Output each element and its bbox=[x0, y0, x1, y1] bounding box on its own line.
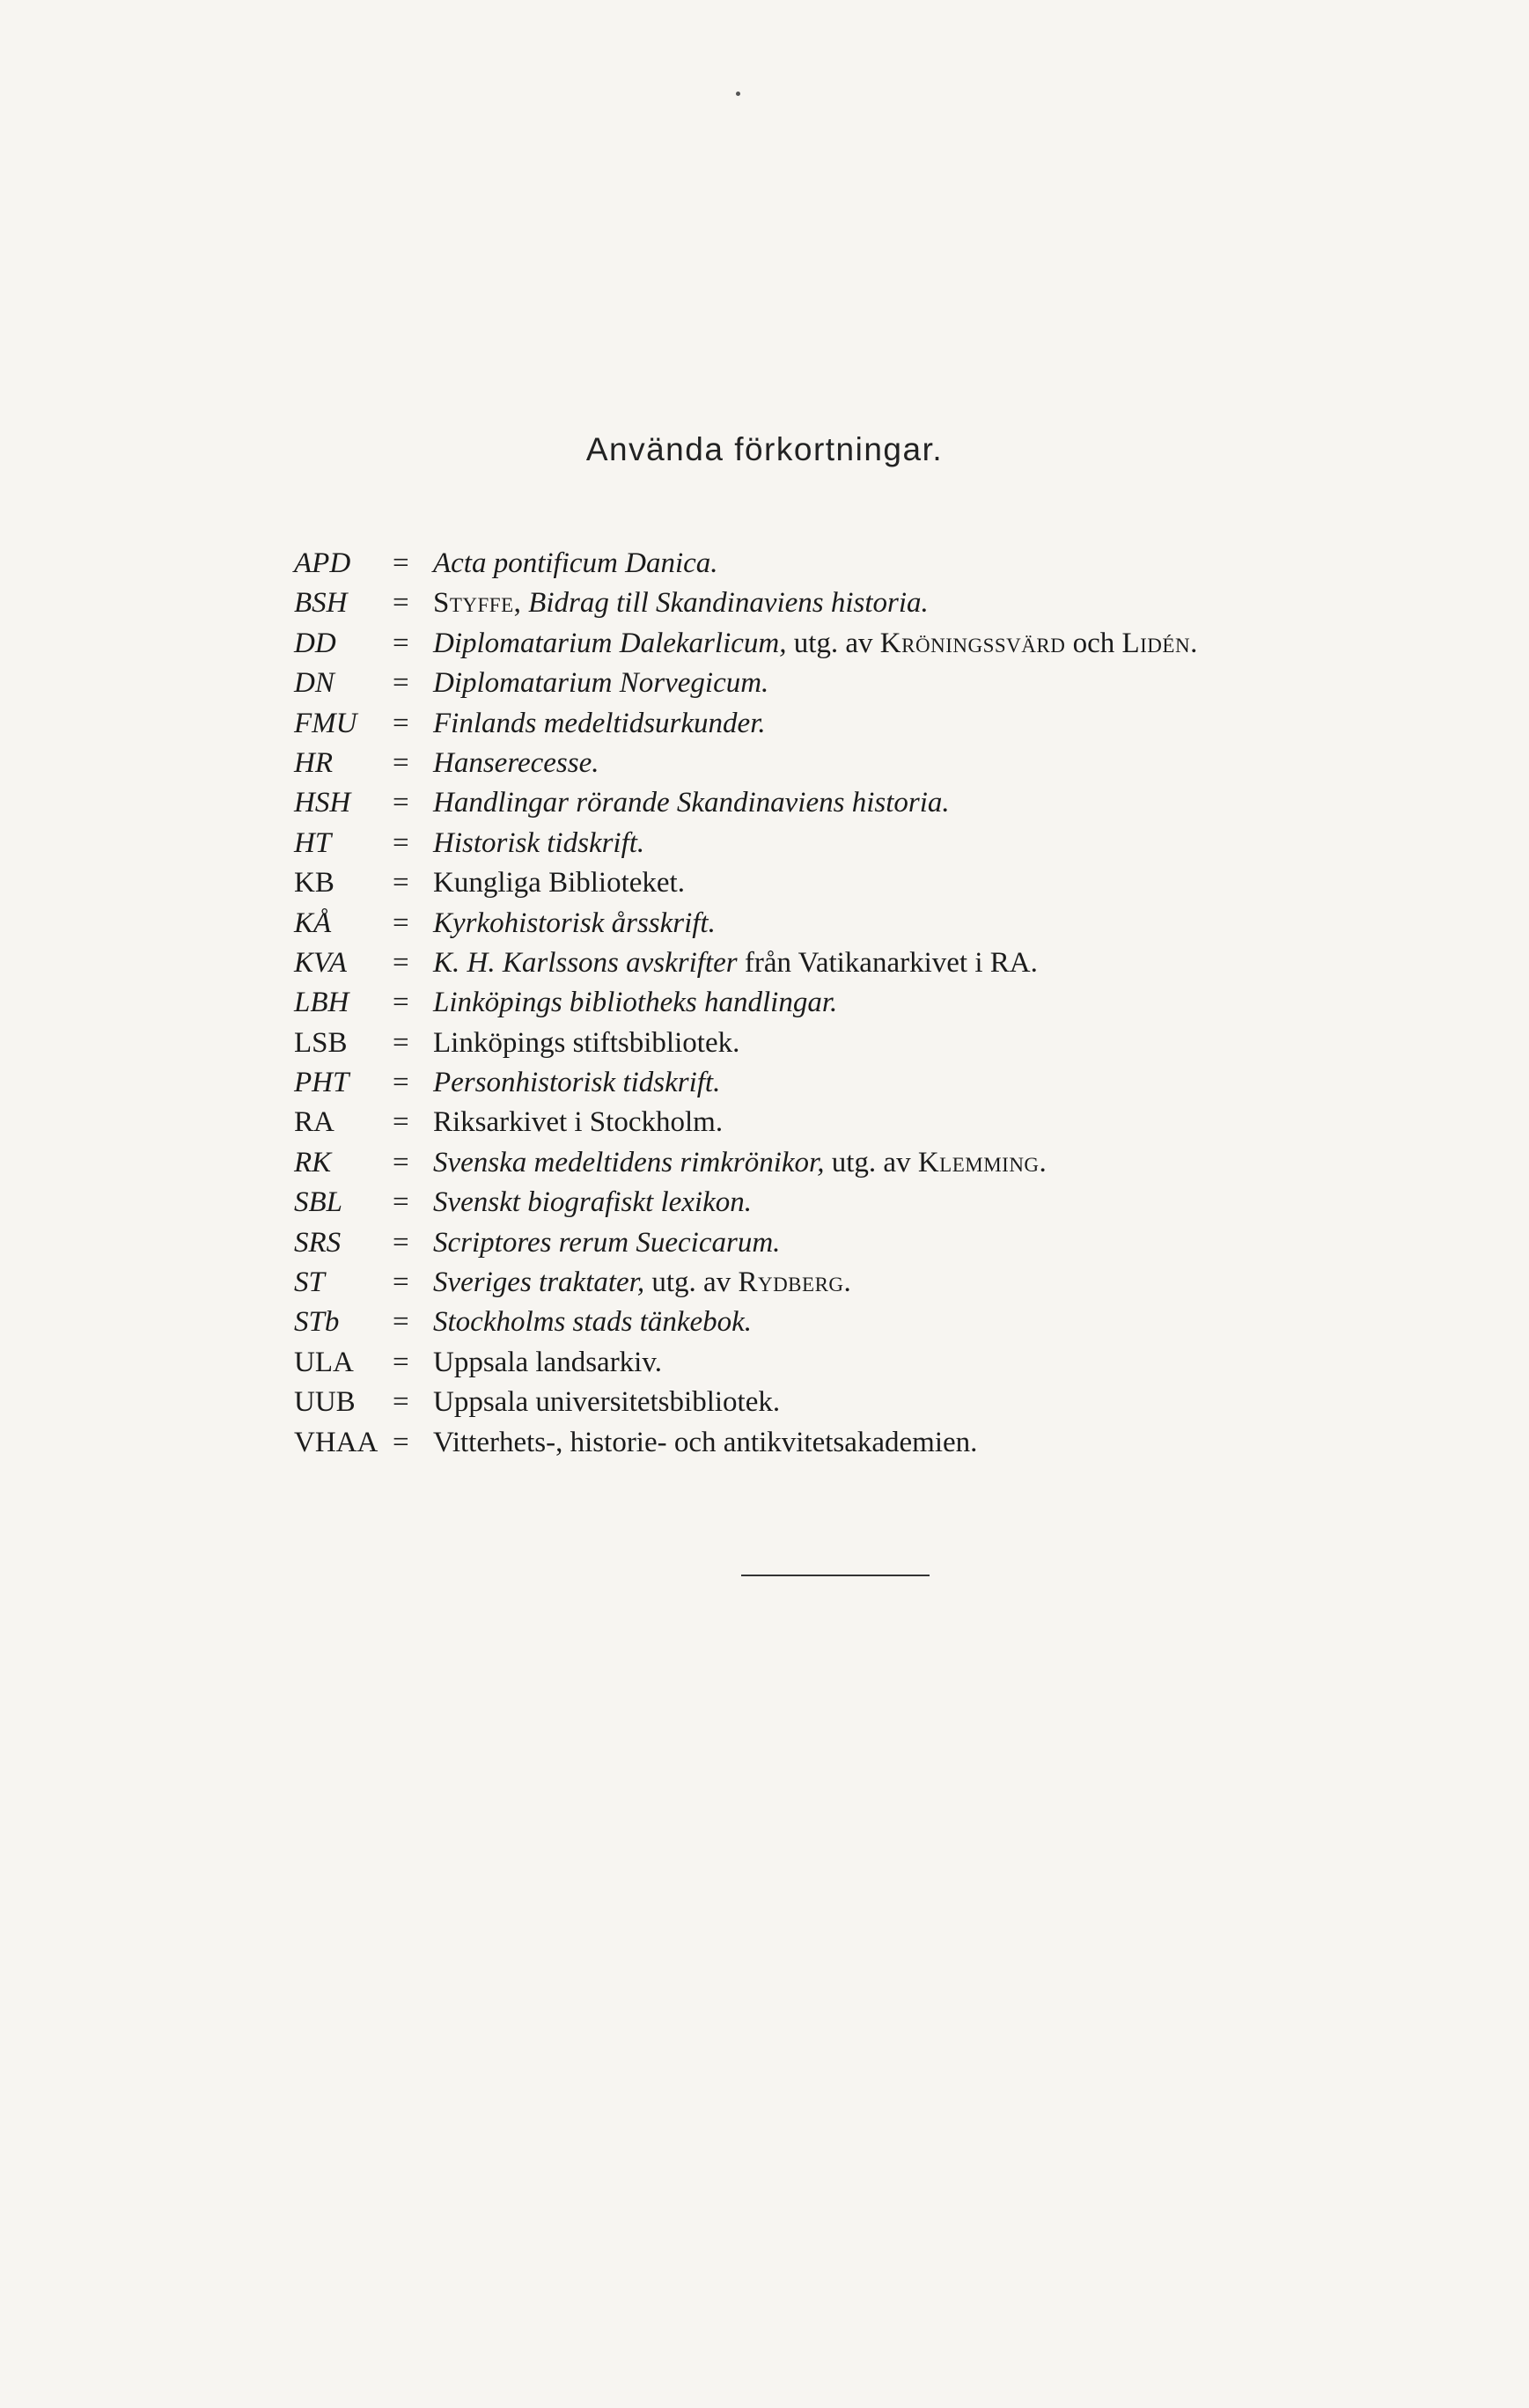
definition-segment: Kröningssvärd bbox=[879, 627, 1066, 659]
abbreviation-key: DD bbox=[294, 627, 336, 659]
abbreviation-key: SRS bbox=[294, 1226, 342, 1259]
abbreviation-key: KÅ bbox=[294, 907, 332, 939]
abbreviation-row bbox=[294, 983, 1456, 1023]
abbreviation-key: SBL bbox=[294, 1186, 343, 1219]
definition-segment: Handlingar rörande Skandinaviens historia. bbox=[433, 787, 950, 819]
definition-segment: Stockholms stads tänkebok. bbox=[433, 1306, 753, 1339]
definition-segment: utg. av bbox=[824, 1146, 918, 1178]
section-divider bbox=[741, 1575, 930, 1576]
abbreviation-key: UUB bbox=[294, 1386, 356, 1419]
abbreviation-key: RK bbox=[294, 1146, 332, 1178]
abbreviation-definition bbox=[433, 744, 1456, 783]
abbreviation-row bbox=[294, 943, 1456, 983]
definition-segment: Diplomatarium Norvegicum. bbox=[433, 667, 769, 700]
abbreviation-row bbox=[294, 664, 1456, 703]
definition-segment: Svenskt biografiskt lexikon. bbox=[433, 1186, 752, 1219]
equals-sign: = bbox=[393, 707, 409, 739]
abbreviation-definition bbox=[433, 943, 1456, 983]
equals-sign: = bbox=[393, 1186, 409, 1219]
equals-sign: = bbox=[393, 1346, 409, 1378]
definition-segment: Vitterhets-, historie- och antikvitetsakademien. bbox=[433, 1426, 978, 1458]
definition-segment: Scriptores rerum Suecicarum. bbox=[433, 1226, 781, 1259]
equals-sign: = bbox=[393, 1026, 409, 1059]
abbreviation-key: KB bbox=[294, 867, 334, 899]
abbreviation-definition bbox=[433, 1063, 1456, 1103]
definition-segment: Diplomatarium Dalekarlicum, bbox=[433, 627, 787, 659]
abbreviation-key: LSB bbox=[294, 1026, 348, 1059]
abbreviation-definition bbox=[433, 584, 1456, 623]
definition-segment: utg. av bbox=[786, 627, 880, 659]
speck-mark bbox=[736, 92, 740, 96]
definition-segment: Styffe bbox=[433, 587, 514, 620]
equals-sign: = bbox=[393, 946, 409, 979]
abbreviation-definition bbox=[433, 1183, 1456, 1222]
abbreviation-row bbox=[294, 544, 1456, 584]
abbreviation-key: ULA bbox=[294, 1346, 354, 1378]
equals-sign: = bbox=[393, 787, 409, 819]
abbreviation-definition bbox=[433, 863, 1456, 903]
equals-sign: = bbox=[393, 746, 409, 779]
abbreviation-row bbox=[294, 624, 1456, 664]
abbreviation-key: HSH bbox=[294, 787, 351, 819]
abbreviation-definition bbox=[433, 1143, 1456, 1183]
abbreviation-key: ST bbox=[294, 1266, 325, 1299]
definition-segment: Svenska medeltidens rimkrönikor, bbox=[433, 1146, 825, 1178]
abbreviation-key: STb bbox=[294, 1306, 340, 1339]
abbreviation-key: VHAA bbox=[294, 1426, 379, 1458]
equals-sign: = bbox=[393, 1106, 409, 1139]
abbreviation-key: BSH bbox=[294, 587, 348, 620]
equals-sign: = bbox=[393, 1226, 409, 1259]
abbreviation-row bbox=[294, 1103, 1456, 1142]
equals-sign: = bbox=[393, 627, 409, 659]
abbreviation-row bbox=[294, 1143, 1456, 1183]
abbreviation-definition bbox=[433, 704, 1456, 744]
definition-segment: Klemming bbox=[917, 1146, 1040, 1178]
abbreviation-row bbox=[294, 1063, 1456, 1103]
abbreviation-definition bbox=[433, 624, 1456, 664]
abbreviation-definition bbox=[433, 1423, 1456, 1463]
definition-segment: Bidrag till Skandinaviens historia. bbox=[528, 587, 929, 620]
definition-segment: . bbox=[843, 1266, 851, 1299]
abbreviation-row bbox=[294, 1183, 1456, 1222]
definition-segment: och bbox=[1065, 627, 1122, 659]
equals-sign: = bbox=[393, 547, 409, 579]
abbreviation-key: HT bbox=[294, 826, 332, 859]
abbreviation-row bbox=[294, 704, 1456, 744]
definition-segment: Rydberg bbox=[738, 1266, 844, 1299]
abbreviation-row bbox=[294, 1423, 1456, 1463]
abbreviation-row bbox=[294, 904, 1456, 943]
abbreviation-list bbox=[294, 544, 1456, 1463]
abbreviation-row bbox=[294, 1024, 1456, 1063]
equals-sign: = bbox=[393, 867, 409, 899]
definition-segment: K. H. Karlssons avskrifter bbox=[433, 946, 738, 979]
abbreviation-key: FMU bbox=[294, 707, 357, 739]
definition-segment: Sveriges traktater, bbox=[433, 1266, 645, 1299]
abbreviation-key: DN bbox=[294, 667, 334, 700]
definition-segment: Personhistorisk tidskrift. bbox=[433, 1067, 721, 1099]
abbreviation-row bbox=[294, 744, 1456, 783]
definition-segment: Uppsala landsarkiv. bbox=[433, 1346, 662, 1378]
definition-segment: Hanserecesse. bbox=[433, 746, 599, 779]
definition-segment: Riksarkivet i Stockholm. bbox=[433, 1106, 724, 1139]
abbreviation-row bbox=[294, 1343, 1456, 1383]
equals-sign: = bbox=[393, 1426, 409, 1458]
abbreviation-row bbox=[294, 1223, 1456, 1263]
equals-sign: = bbox=[393, 907, 409, 939]
definition-segment: Historisk tidskrift. bbox=[433, 826, 645, 859]
equals-sign: = bbox=[393, 1146, 409, 1178]
abbreviation-definition bbox=[433, 1223, 1456, 1263]
abbreviation-row bbox=[294, 584, 1456, 623]
abbreviation-key: KVA bbox=[294, 946, 347, 979]
abbreviation-definition bbox=[433, 904, 1456, 943]
definition-segment: . bbox=[1039, 1146, 1047, 1178]
definition-segment: Linköpings bibliotheks handlingar. bbox=[433, 987, 838, 1019]
abbreviation-definition bbox=[433, 1024, 1456, 1063]
definition-segment: Kyrkohistorisk årsskrift. bbox=[433, 907, 716, 939]
equals-sign: = bbox=[393, 667, 409, 700]
definition-segment: Finlands medeltidsurkunder. bbox=[433, 707, 766, 739]
abbreviation-definition bbox=[433, 824, 1456, 863]
definition-segment: Uppsala universitetsbibliotek. bbox=[433, 1386, 781, 1419]
abbreviation-definition bbox=[433, 1343, 1456, 1383]
definition-segment: Kungliga Biblioteket. bbox=[433, 867, 685, 899]
definition-segment: Lidén bbox=[1121, 627, 1191, 659]
abbreviation-row bbox=[294, 783, 1456, 823]
definition-segment: . bbox=[1190, 627, 1198, 659]
definition-segment: Acta pontificum Danica. bbox=[433, 547, 718, 579]
equals-sign: = bbox=[393, 987, 409, 1019]
abbreviation-definition bbox=[433, 544, 1456, 584]
abbreviation-row bbox=[294, 1383, 1456, 1422]
equals-sign: = bbox=[393, 826, 409, 859]
definition-segment: utg. av bbox=[644, 1266, 739, 1299]
abbreviation-definition bbox=[433, 1303, 1456, 1342]
definition-segment: , bbox=[513, 587, 529, 620]
abbreviation-definition bbox=[433, 1383, 1456, 1422]
equals-sign: = bbox=[393, 1067, 409, 1099]
abbreviation-key: APD bbox=[294, 547, 351, 579]
abbreviation-row bbox=[294, 1303, 1456, 1342]
definition-segment: från Vatikanarkivet i RA. bbox=[737, 946, 1038, 979]
abbreviation-key: LBH bbox=[294, 987, 349, 1019]
abbreviation-definition bbox=[433, 983, 1456, 1023]
equals-sign: = bbox=[393, 1386, 409, 1419]
abbreviation-row bbox=[294, 863, 1456, 903]
abbreviation-row bbox=[294, 1263, 1456, 1303]
equals-sign: = bbox=[393, 587, 409, 620]
equals-sign: = bbox=[393, 1306, 409, 1339]
definition-segment: Linköpings stiftsbibliotek. bbox=[433, 1026, 740, 1059]
equals-sign: = bbox=[393, 1266, 409, 1299]
abbreviation-definition bbox=[433, 783, 1456, 823]
abbreviation-definition bbox=[433, 664, 1456, 703]
abbreviation-key: RA bbox=[294, 1106, 334, 1139]
abbreviation-key: HR bbox=[294, 746, 333, 779]
abbreviation-row bbox=[294, 824, 1456, 863]
page-title: Använda förkortningar. bbox=[585, 431, 944, 467]
abbreviation-definition bbox=[433, 1103, 1456, 1142]
abbreviation-key: PHT bbox=[294, 1067, 349, 1099]
abbreviation-definition bbox=[433, 1263, 1456, 1303]
